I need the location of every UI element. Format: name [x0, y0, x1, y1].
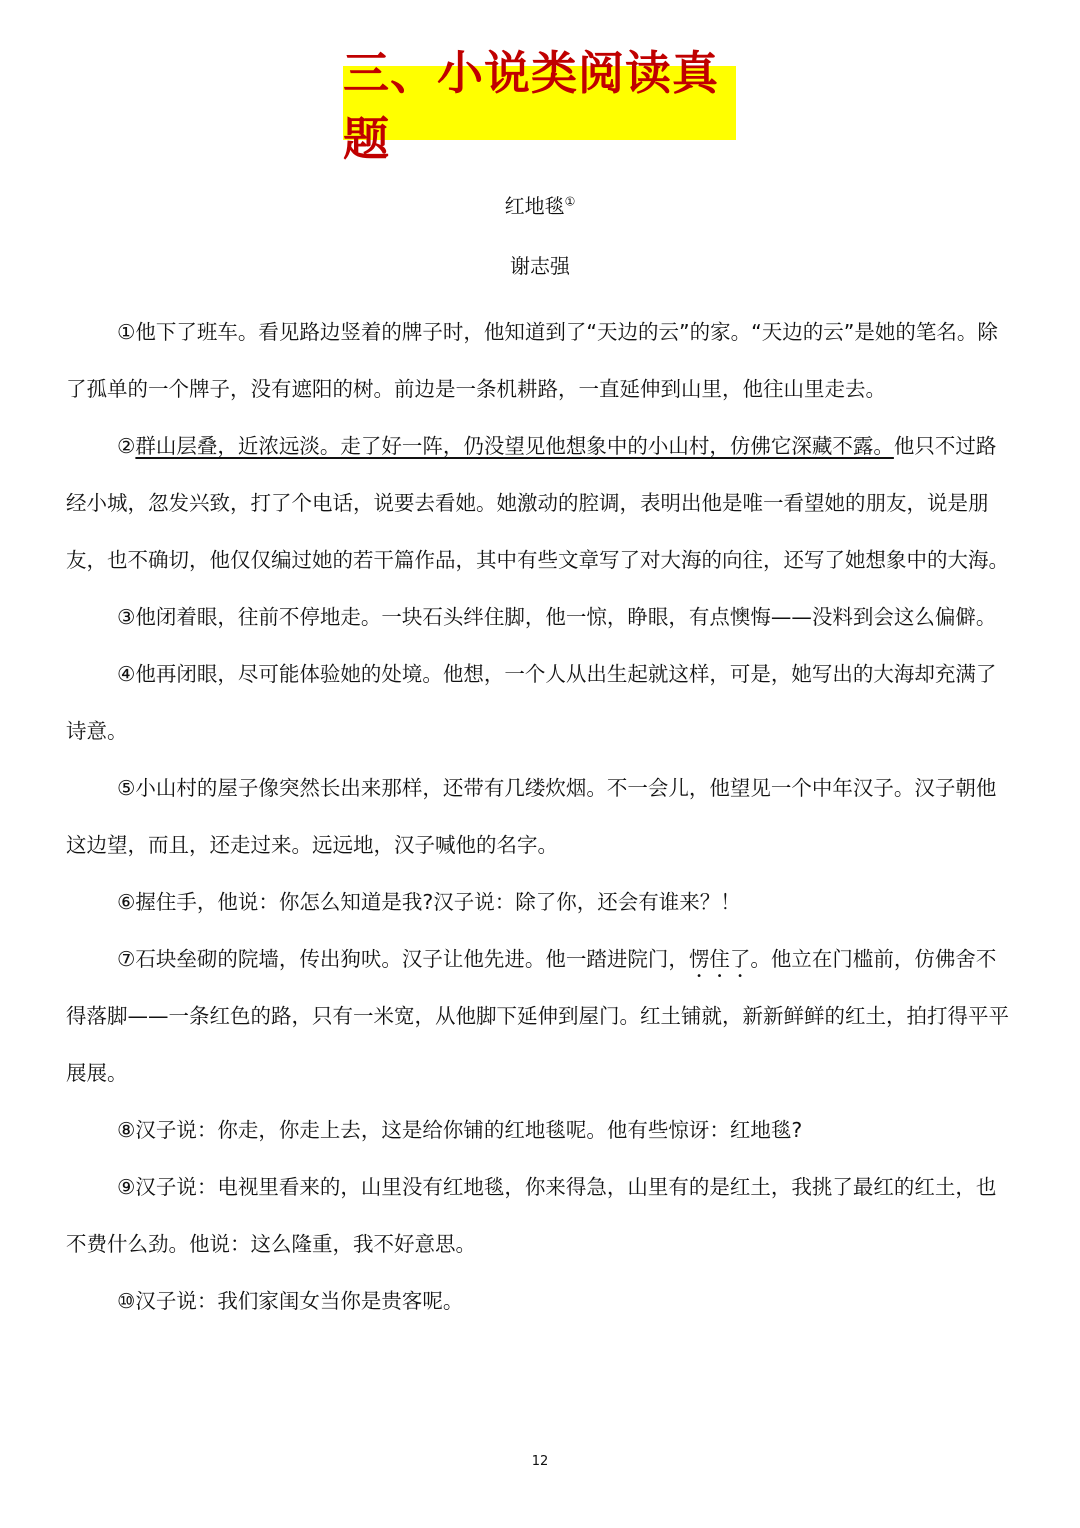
story-body [66, 304, 1016, 1330]
footnote-mark: ① [564, 194, 576, 209]
emphasized-word: 愣住了 [688, 947, 751, 971]
paragraph-2-rest: 他只不过路经小城，忽发兴致，打了个电话，说要去看她。她激动的腔调，表明出他是唯一看望她的朋友，说是朋友，也不确切，他仅仅编过她的若干篇作品，其中有些文章写了对大海的向往，还写了她想象中的大海。 [66, 434, 1009, 572]
paragraph-1: ①他下了班车。看见路边竖着的牌子时，他知道到了“天边的云”的家。“天边的云”是她的笔名。除了孤单的一个牌子，没有遮阳的树。前边是一条机耕路，一直延伸到山里，他往山里走去。 [66, 320, 998, 401]
paragraph-2-number: ② [117, 434, 136, 458]
paragraph-3: ③他闭着眼，往前不停地走。一块石头绊住脚，他一惊，睁眼，有点懊悔——没料到会这么偏僻。 [117, 605, 997, 629]
paragraph-5: ⑤小山村的屋子像突然长出来那样，还带有几缕炊烟。不一会儿，他望见一个中年汉子。汉子朝他这边望，而且，还走过来。远远地，汉子喊他的名字。 [66, 776, 997, 857]
paragraph-4: ④他再闭眼，尽可能体验她的处境。他想，一个人从出生起就这样，可是，她写出的大海却充满了诗意。 [66, 662, 997, 743]
story-title [0, 190, 1080, 219]
page-number: 12 [531, 1454, 549, 1469]
paragraph-7-rest: 。他立在门槛前，仿佛舍不得落脚——一条红色的路，只有一米宽，从他脚下延伸到屋门。红土铺就，新新鲜鲜的红土，拍打得平平展展。 [66, 947, 1009, 1085]
story-title-text: 红地毯 [504, 194, 565, 218]
paragraph-9: ⑨汉子说：电视里看来的，山里没有红地毯，你来得急，山里有的是红土，我挑了最红的红土，也不费什么劲。他说：这么隆重，我不好意思。 [66, 1175, 997, 1256]
paragraph-7-start: ⑦石块垒砌的院墙，传出狗吠。汉子让他先进。他一踏进院门， [117, 947, 689, 971]
section-title: 三、小说类阅读真题 [343, 46, 719, 166]
paragraph-10: ⑩汉子说：我们家闺女当你是贵客呢。 [117, 1289, 464, 1313]
underlined-sentence: 群山层叠，近浓远淡。走了好一阵，仍没望见他想象中的小山村，仿佛它深藏不露。 [135, 434, 894, 458]
paragraph-7 [66, 931, 1016, 1102]
section-title-box [343, 46, 736, 166]
paragraph-6: ⑥握住手，他说：你怎么知道是我?汉子说：除了你，还会有谁来？！ [117, 890, 741, 914]
paragraph-2 [66, 418, 1016, 589]
story-author: 谢志强 [510, 254, 570, 278]
paragraph-8: ⑧汉子说：你走，你走上去，这是给你铺的红地毯呢。他有些惊讶：红地毯? [117, 1118, 803, 1142]
